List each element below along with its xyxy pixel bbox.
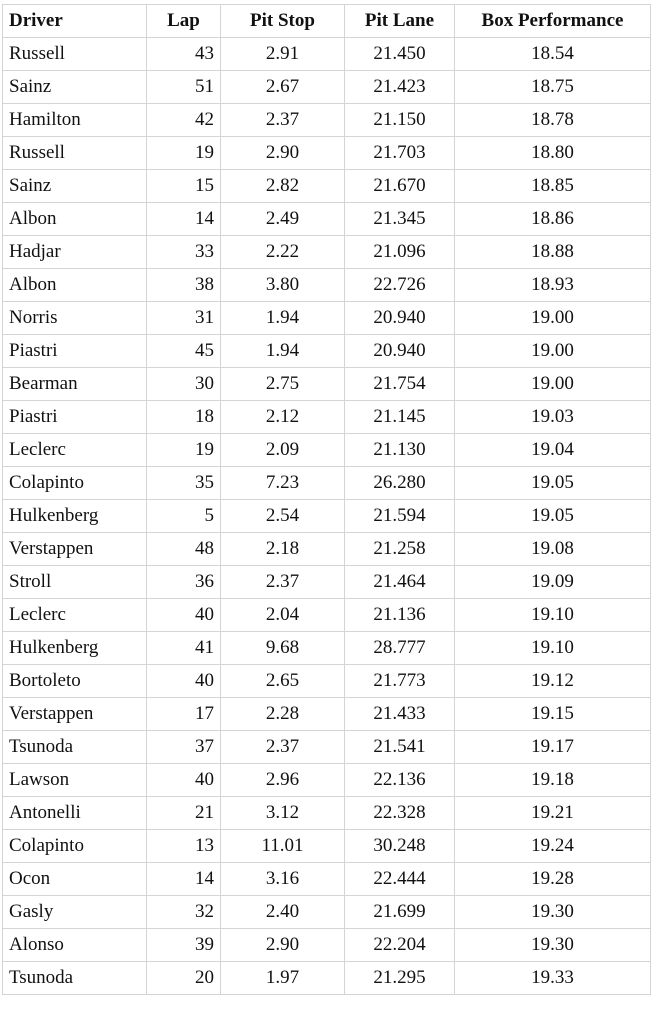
cell-pit-lane: 21.699 bbox=[345, 896, 455, 929]
cell-lap: 36 bbox=[147, 566, 221, 599]
cell-pit-lane: 21.150 bbox=[345, 104, 455, 137]
cell-box-performance: 19.04 bbox=[455, 434, 651, 467]
cell-pit-lane: 22.328 bbox=[345, 797, 455, 830]
cell-driver: Leclerc bbox=[3, 434, 147, 467]
cell-box-performance: 19.08 bbox=[455, 533, 651, 566]
cell-pit-stop: 2.49 bbox=[221, 203, 345, 236]
table-row bbox=[3, 830, 651, 863]
cell-pit-stop: 1.94 bbox=[221, 335, 345, 368]
cell-driver: Lawson bbox=[3, 764, 147, 797]
cell-driver: Ocon bbox=[3, 863, 147, 896]
cell-lap: 40 bbox=[147, 665, 221, 698]
cell-box-performance: 19.10 bbox=[455, 599, 651, 632]
cell-box-performance: 19.05 bbox=[455, 467, 651, 500]
cell-box-performance: 19.03 bbox=[455, 401, 651, 434]
cell-pit-stop: 2.96 bbox=[221, 764, 345, 797]
cell-pit-lane: 28.777 bbox=[345, 632, 455, 665]
cell-driver: Bortoleto bbox=[3, 665, 147, 698]
cell-pit-stop: 2.75 bbox=[221, 368, 345, 401]
pit-stop-table bbox=[2, 4, 651, 995]
cell-pit-lane: 21.345 bbox=[345, 203, 455, 236]
cell-pit-stop: 2.28 bbox=[221, 698, 345, 731]
table-body bbox=[3, 38, 651, 995]
cell-pit-stop: 11.01 bbox=[221, 830, 345, 863]
cell-pit-lane: 21.136 bbox=[345, 599, 455, 632]
cell-driver: Verstappen bbox=[3, 698, 147, 731]
cell-pit-stop: 7.23 bbox=[221, 467, 345, 500]
cell-driver: Sainz bbox=[3, 71, 147, 104]
cell-lap: 40 bbox=[147, 764, 221, 797]
cell-driver: Hulkenberg bbox=[3, 500, 147, 533]
cell-pit-stop: 2.18 bbox=[221, 533, 345, 566]
table-row bbox=[3, 368, 651, 401]
header-pit-stop: Pit Stop bbox=[221, 5, 345, 38]
cell-pit-stop: 2.09 bbox=[221, 434, 345, 467]
cell-pit-stop: 1.94 bbox=[221, 302, 345, 335]
cell-pit-stop: 2.37 bbox=[221, 104, 345, 137]
cell-box-performance: 18.86 bbox=[455, 203, 651, 236]
cell-driver: Tsunoda bbox=[3, 731, 147, 764]
cell-driver: Hulkenberg bbox=[3, 632, 147, 665]
cell-pit-stop: 2.54 bbox=[221, 500, 345, 533]
table-row bbox=[3, 401, 651, 434]
cell-box-performance: 18.75 bbox=[455, 71, 651, 104]
header-driver: Driver bbox=[3, 5, 147, 38]
cell-lap: 35 bbox=[147, 467, 221, 500]
header-box-performance: Box Performance bbox=[455, 5, 651, 38]
cell-box-performance: 19.12 bbox=[455, 665, 651, 698]
cell-lap: 32 bbox=[147, 896, 221, 929]
cell-pit-stop: 2.67 bbox=[221, 71, 345, 104]
header-row bbox=[3, 5, 651, 38]
cell-box-performance: 19.00 bbox=[455, 368, 651, 401]
cell-driver: Alonso bbox=[3, 929, 147, 962]
cell-pit-lane: 21.594 bbox=[345, 500, 455, 533]
cell-box-performance: 19.15 bbox=[455, 698, 651, 731]
table-row bbox=[3, 698, 651, 731]
cell-lap: 15 bbox=[147, 170, 221, 203]
cell-box-performance: 19.17 bbox=[455, 731, 651, 764]
cell-pit-stop: 2.22 bbox=[221, 236, 345, 269]
cell-pit-lane: 21.258 bbox=[345, 533, 455, 566]
cell-pit-stop: 2.12 bbox=[221, 401, 345, 434]
cell-pit-lane: 21.295 bbox=[345, 962, 455, 995]
cell-pit-stop: 2.82 bbox=[221, 170, 345, 203]
cell-box-performance: 19.21 bbox=[455, 797, 651, 830]
cell-lap: 33 bbox=[147, 236, 221, 269]
cell-lap: 38 bbox=[147, 269, 221, 302]
cell-lap: 21 bbox=[147, 797, 221, 830]
cell-pit-lane: 22.726 bbox=[345, 269, 455, 302]
cell-pit-stop: 2.40 bbox=[221, 896, 345, 929]
cell-driver: Piastri bbox=[3, 401, 147, 434]
cell-lap: 31 bbox=[147, 302, 221, 335]
table-row bbox=[3, 863, 651, 896]
cell-pit-lane: 30.248 bbox=[345, 830, 455, 863]
cell-box-performance: 18.85 bbox=[455, 170, 651, 203]
cell-lap: 40 bbox=[147, 599, 221, 632]
table-row bbox=[3, 269, 651, 302]
cell-driver: Bearman bbox=[3, 368, 147, 401]
cell-driver: Piastri bbox=[3, 335, 147, 368]
cell-box-performance: 18.80 bbox=[455, 137, 651, 170]
cell-box-performance: 19.18 bbox=[455, 764, 651, 797]
cell-driver: Antonelli bbox=[3, 797, 147, 830]
table-row bbox=[3, 335, 651, 368]
table-row bbox=[3, 500, 651, 533]
cell-pit-lane: 21.130 bbox=[345, 434, 455, 467]
cell-pit-stop: 2.65 bbox=[221, 665, 345, 698]
table-row bbox=[3, 467, 651, 500]
header-lap: Lap bbox=[147, 5, 221, 38]
cell-lap: 45 bbox=[147, 335, 221, 368]
table-row bbox=[3, 896, 651, 929]
cell-pit-stop: 2.37 bbox=[221, 566, 345, 599]
cell-box-performance: 19.10 bbox=[455, 632, 651, 665]
cell-pit-lane: 21.773 bbox=[345, 665, 455, 698]
cell-driver: Tsunoda bbox=[3, 962, 147, 995]
cell-pit-lane: 20.940 bbox=[345, 302, 455, 335]
pit-stop-table-container bbox=[2, 4, 650, 995]
table-row bbox=[3, 38, 651, 71]
cell-lap: 30 bbox=[147, 368, 221, 401]
cell-pit-stop: 2.91 bbox=[221, 38, 345, 71]
cell-pit-lane: 21.096 bbox=[345, 236, 455, 269]
table-row bbox=[3, 731, 651, 764]
cell-lap: 42 bbox=[147, 104, 221, 137]
cell-lap: 17 bbox=[147, 698, 221, 731]
table-row bbox=[3, 203, 651, 236]
cell-lap: 37 bbox=[147, 731, 221, 764]
cell-lap: 48 bbox=[147, 533, 221, 566]
cell-pit-stop: 1.97 bbox=[221, 962, 345, 995]
cell-pit-stop: 2.90 bbox=[221, 137, 345, 170]
cell-pit-lane: 22.136 bbox=[345, 764, 455, 797]
cell-driver: Verstappen bbox=[3, 533, 147, 566]
table-row bbox=[3, 962, 651, 995]
header-pit-lane: Pit Lane bbox=[345, 5, 455, 38]
table-row bbox=[3, 929, 651, 962]
table-row bbox=[3, 434, 651, 467]
cell-pit-stop: 3.12 bbox=[221, 797, 345, 830]
cell-pit-lane: 21.464 bbox=[345, 566, 455, 599]
cell-driver: Gasly bbox=[3, 896, 147, 929]
cell-box-performance: 18.88 bbox=[455, 236, 651, 269]
cell-pit-lane: 26.280 bbox=[345, 467, 455, 500]
cell-pit-lane: 22.444 bbox=[345, 863, 455, 896]
table-row bbox=[3, 764, 651, 797]
cell-pit-lane: 20.940 bbox=[345, 335, 455, 368]
cell-box-performance: 18.54 bbox=[455, 38, 651, 71]
cell-driver: Colapinto bbox=[3, 830, 147, 863]
table-row bbox=[3, 632, 651, 665]
table-row bbox=[3, 236, 651, 269]
table-row bbox=[3, 137, 651, 170]
cell-pit-stop: 3.80 bbox=[221, 269, 345, 302]
cell-box-performance: 18.93 bbox=[455, 269, 651, 302]
cell-driver: Hamilton bbox=[3, 104, 147, 137]
table-row bbox=[3, 104, 651, 137]
table-row bbox=[3, 533, 651, 566]
cell-lap: 20 bbox=[147, 962, 221, 995]
cell-lap: 19 bbox=[147, 434, 221, 467]
cell-driver: Hadjar bbox=[3, 236, 147, 269]
cell-box-performance: 19.28 bbox=[455, 863, 651, 896]
cell-lap: 41 bbox=[147, 632, 221, 665]
cell-driver: Russell bbox=[3, 38, 147, 71]
cell-driver: Leclerc bbox=[3, 599, 147, 632]
cell-box-performance: 19.00 bbox=[455, 302, 651, 335]
cell-pit-lane: 21.754 bbox=[345, 368, 455, 401]
table-row bbox=[3, 665, 651, 698]
cell-pit-lane: 22.204 bbox=[345, 929, 455, 962]
cell-pit-lane: 21.703 bbox=[345, 137, 455, 170]
cell-pit-stop: 2.37 bbox=[221, 731, 345, 764]
cell-lap: 14 bbox=[147, 203, 221, 236]
cell-lap: 18 bbox=[147, 401, 221, 434]
cell-pit-stop: 9.68 bbox=[221, 632, 345, 665]
cell-box-performance: 19.00 bbox=[455, 335, 651, 368]
cell-pit-stop: 2.90 bbox=[221, 929, 345, 962]
cell-pit-lane: 21.433 bbox=[345, 698, 455, 731]
cell-pit-lane: 21.670 bbox=[345, 170, 455, 203]
cell-lap: 5 bbox=[147, 500, 221, 533]
cell-lap: 13 bbox=[147, 830, 221, 863]
cell-driver: Colapinto bbox=[3, 467, 147, 500]
cell-lap: 14 bbox=[147, 863, 221, 896]
cell-pit-lane: 21.450 bbox=[345, 38, 455, 71]
cell-driver: Stroll bbox=[3, 566, 147, 599]
cell-driver: Sainz bbox=[3, 170, 147, 203]
cell-pit-lane: 21.423 bbox=[345, 71, 455, 104]
cell-pit-stop: 3.16 bbox=[221, 863, 345, 896]
table-row bbox=[3, 71, 651, 104]
cell-driver: Albon bbox=[3, 269, 147, 302]
cell-box-performance: 19.30 bbox=[455, 896, 651, 929]
table-row bbox=[3, 599, 651, 632]
cell-pit-stop: 2.04 bbox=[221, 599, 345, 632]
cell-box-performance: 18.78 bbox=[455, 104, 651, 137]
cell-driver: Albon bbox=[3, 203, 147, 236]
cell-box-performance: 19.24 bbox=[455, 830, 651, 863]
cell-lap: 39 bbox=[147, 929, 221, 962]
table-row bbox=[3, 797, 651, 830]
table-row bbox=[3, 302, 651, 335]
cell-pit-lane: 21.541 bbox=[345, 731, 455, 764]
cell-box-performance: 19.05 bbox=[455, 500, 651, 533]
table-row bbox=[3, 170, 651, 203]
cell-box-performance: 19.33 bbox=[455, 962, 651, 995]
cell-pit-lane: 21.145 bbox=[345, 401, 455, 434]
cell-box-performance: 19.09 bbox=[455, 566, 651, 599]
table-row bbox=[3, 566, 651, 599]
cell-lap: 43 bbox=[147, 38, 221, 71]
cell-lap: 51 bbox=[147, 71, 221, 104]
cell-box-performance: 19.30 bbox=[455, 929, 651, 962]
cell-driver: Russell bbox=[3, 137, 147, 170]
cell-driver: Norris bbox=[3, 302, 147, 335]
cell-lap: 19 bbox=[147, 137, 221, 170]
